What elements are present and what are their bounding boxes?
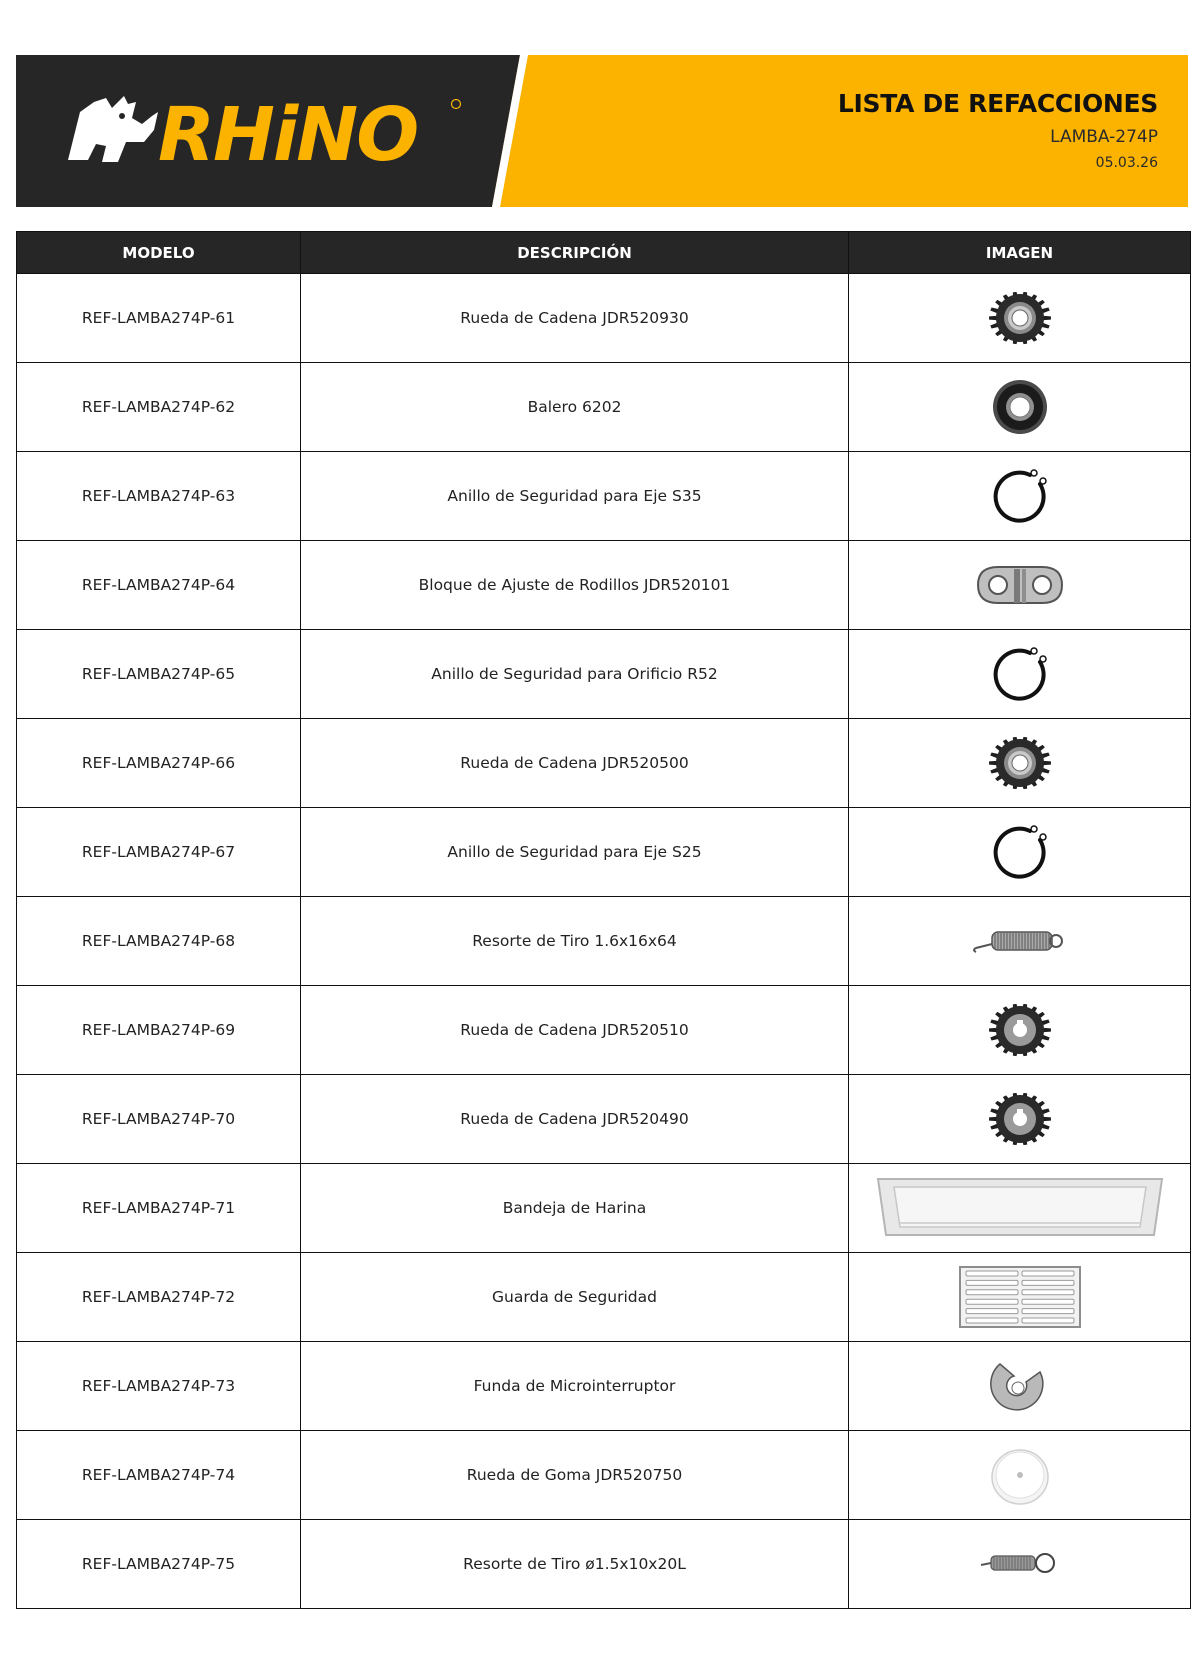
part-image-cell — [849, 630, 1191, 719]
keyed-sprocket-icon — [980, 1086, 1060, 1152]
part-model-cell: REF-LAMBA274P-73 — [17, 1342, 301, 1431]
table-row — [17, 808, 1191, 897]
column-header-image: IMAGEN — [849, 232, 1191, 274]
table-row — [17, 452, 1191, 541]
part-model-cell: REF-LAMBA274P-71 — [17, 1164, 301, 1253]
switch-cover-icon — [985, 1353, 1055, 1419]
tension-spring-icon — [970, 916, 1070, 966]
part-model-cell: REF-LAMBA274P-65 — [17, 630, 301, 719]
table-row — [17, 363, 1191, 452]
part-description-cell: Anillo de Seguridad para Eje S25 — [301, 808, 849, 897]
table-row — [17, 1520, 1191, 1609]
part-model-cell: REF-LAMBA274P-70 — [17, 1075, 301, 1164]
small-spring-icon — [975, 1544, 1065, 1584]
part-description-cell: Guarda de Seguridad — [301, 1253, 849, 1342]
rhino-logo — [66, 90, 466, 180]
part-image-cell — [849, 719, 1191, 808]
table-row — [17, 1075, 1191, 1164]
part-description-cell: Resorte de Tiro 1.6x16x64 — [301, 897, 849, 986]
document-date: 05.03.26 — [1095, 155, 1158, 171]
part-model-cell: REF-LAMBA274P-75 — [17, 1520, 301, 1609]
part-model-cell: REF-LAMBA274P-68 — [17, 897, 301, 986]
part-description-cell: Rueda de Goma JDR520750 — [301, 1431, 849, 1520]
part-description-cell: Bloque de Ajuste de Rodillos JDR520101 — [301, 541, 849, 630]
sprocket-icon — [980, 730, 1060, 796]
part-description-cell: Balero 6202 — [301, 363, 849, 452]
sprocket-icon — [980, 285, 1060, 351]
part-image-cell — [849, 1075, 1191, 1164]
brand-wordmark: RHiNO — [158, 92, 418, 178]
part-model-cell: REF-LAMBA274P-64 — [17, 541, 301, 630]
table-header-row — [17, 232, 1191, 274]
rubber-wheel-icon — [985, 1442, 1055, 1508]
part-image-cell — [849, 541, 1191, 630]
table-row — [17, 1253, 1191, 1342]
adjust-block-icon — [972, 555, 1068, 615]
parts-table — [16, 231, 1191, 1609]
part-description-cell: Bandeja de Harina — [301, 1164, 849, 1253]
retaining-ring-icon — [985, 819, 1055, 885]
retaining-ring-icon — [985, 641, 1055, 707]
retaining-ring-icon — [985, 463, 1055, 529]
part-image-cell — [849, 452, 1191, 541]
document-title: LISTA DE REFACCIONES — [837, 89, 1158, 118]
part-description-cell: Rueda de Cadena JDR520500 — [301, 719, 849, 808]
part-image-cell — [849, 1342, 1191, 1431]
part-image-cell — [849, 363, 1191, 452]
table-row — [17, 719, 1191, 808]
part-description-cell: Rueda de Cadena JDR520490 — [301, 1075, 849, 1164]
part-description-cell: Anillo de Seguridad para Orificio R52 — [301, 630, 849, 719]
part-model-cell: REF-LAMBA274P-62 — [17, 363, 301, 452]
part-description-cell: Anillo de Seguridad para Eje S35 — [301, 452, 849, 541]
header-banner — [16, 55, 1188, 207]
flour-tray-icon — [870, 1173, 1170, 1243]
part-model-cell: REF-LAMBA274P-66 — [17, 719, 301, 808]
part-image-cell — [849, 986, 1191, 1075]
part-model-cell: REF-LAMBA274P-63 — [17, 452, 301, 541]
safety-guard-icon — [958, 1265, 1082, 1329]
table-row — [17, 1164, 1191, 1253]
part-image-cell — [849, 808, 1191, 897]
table-row — [17, 630, 1191, 719]
part-description-cell: Resorte de Tiro ø1.5x10x20L — [301, 1520, 849, 1609]
table-row — [17, 1342, 1191, 1431]
part-image-cell — [849, 1520, 1191, 1609]
part-image-cell — [849, 1253, 1191, 1342]
document-heading — [838, 89, 1158, 171]
part-image-cell — [849, 274, 1191, 363]
part-description-cell: Rueda de Cadena JDR520930 — [301, 274, 849, 363]
part-model-cell: REF-LAMBA274P-74 — [17, 1431, 301, 1520]
column-header-model: MODELO — [17, 232, 301, 274]
machine-model: LAMBA-274P — [1050, 127, 1158, 147]
table-row — [17, 897, 1191, 986]
part-model-cell: REF-LAMBA274P-67 — [17, 808, 301, 897]
bearing-icon — [985, 374, 1055, 440]
table-row — [17, 274, 1191, 363]
part-description-cell: Rueda de Cadena JDR520510 — [301, 986, 849, 1075]
parts-table-body — [17, 274, 1191, 1609]
column-header-description: DESCRIPCIÓN — [301, 232, 849, 274]
part-model-cell: REF-LAMBA274P-61 — [17, 274, 301, 363]
part-model-cell: REF-LAMBA274P-69 — [17, 986, 301, 1075]
part-description-cell: Funda de Microinterruptor — [301, 1342, 849, 1431]
part-image-cell — [849, 1431, 1191, 1520]
part-model-cell: REF-LAMBA274P-72 — [17, 1253, 301, 1342]
keyed-sprocket-icon — [980, 997, 1060, 1063]
part-image-cell — [849, 897, 1191, 986]
table-row — [17, 541, 1191, 630]
table-row — [17, 986, 1191, 1075]
part-image-cell — [849, 1164, 1191, 1253]
rhino-head-icon — [66, 90, 466, 180]
table-row — [17, 1431, 1191, 1520]
